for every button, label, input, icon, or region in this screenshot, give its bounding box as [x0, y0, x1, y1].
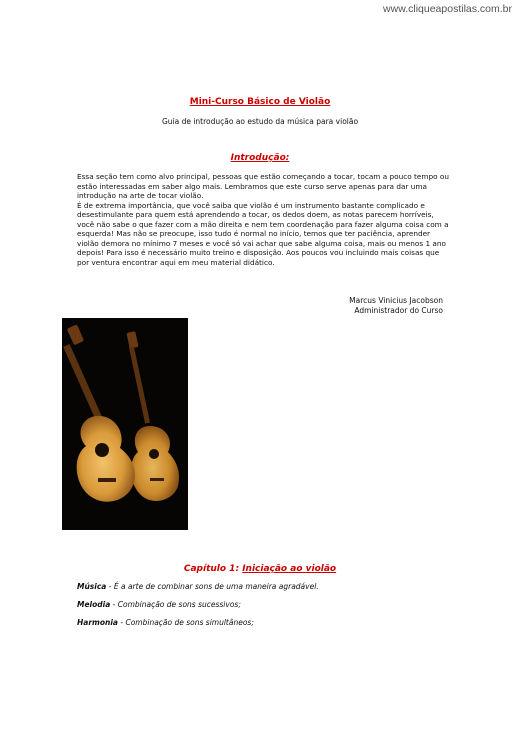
document-subtitle: Guia de introdução ao estudo da música para violão	[161, 117, 359, 126]
definition-separator: -	[117, 618, 126, 627]
chapter-title: Iniciação ao violão	[242, 564, 337, 574]
definition-text: Combinação de sons sucessivos;	[117, 600, 241, 609]
intro-heading: Introdução:	[230, 153, 290, 163]
guitar-front	[63, 324, 135, 501]
definition-separator: -	[110, 600, 118, 609]
definition-item	[77, 600, 241, 609]
chapter-heading	[0, 564, 520, 574]
definition-term: Música	[77, 582, 107, 591]
intro-paragraph: Essa seção tem como alvo principal, pessoas que estão começando a tocar, tocam a pouco tempo ou estão interessadas em saber algo mais. Lembramos que este curso serve apenas para dar uma introdução na arte de tocar violão.	[77, 172, 449, 200]
definition-term: Melodia	[77, 600, 111, 609]
definition-item	[77, 582, 319, 591]
guitars-photo	[62, 318, 188, 530]
site-watermark: www.cliqueapostilas.com.br	[383, 3, 512, 15]
definition-text: É a arte de combinar sons de uma maneira agradável.	[113, 582, 319, 591]
intro-body	[77, 172, 449, 267]
definition-separator: -	[106, 582, 114, 591]
definition-term: Harmonia	[77, 618, 118, 627]
chapter-prefix: Capítulo 1:	[183, 564, 240, 574]
guitars-illustration	[62, 318, 188, 530]
definition-item	[77, 618, 254, 627]
intro-paragraph: É de extrema importância, que você saiba que violão é um instrumento bastante complicado e desestimulante para quem está aprendendo a tocar, os dedos doem, as notas parecem horríveis, você não sabe o que fazer com a mão direita e nem tem coordenação para fazer alguma coisa com a esquerda! Mas não se preocupe, isso tudo é normal no início, temos que ter paciência, aprender violão demora no mínimo 7 meses e você só vai achar que sabe alguma coisa, mais ou menos 1 ano depois! Para isso é necessário muito treino e disposição. Aos poucos vou incluindo mais coisas que por ventura encontrar aqui em meu material didático.	[77, 200, 449, 267]
definition-text: Combinação de sons simultâneos;	[125, 618, 254, 627]
author-role: Administrador do Curso	[354, 306, 443, 315]
signature-block	[349, 296, 443, 316]
document-title: Mini-Curso Básico de Violão	[189, 97, 331, 107]
author-name: Marcus Vinicius Jacobson	[349, 296, 443, 305]
